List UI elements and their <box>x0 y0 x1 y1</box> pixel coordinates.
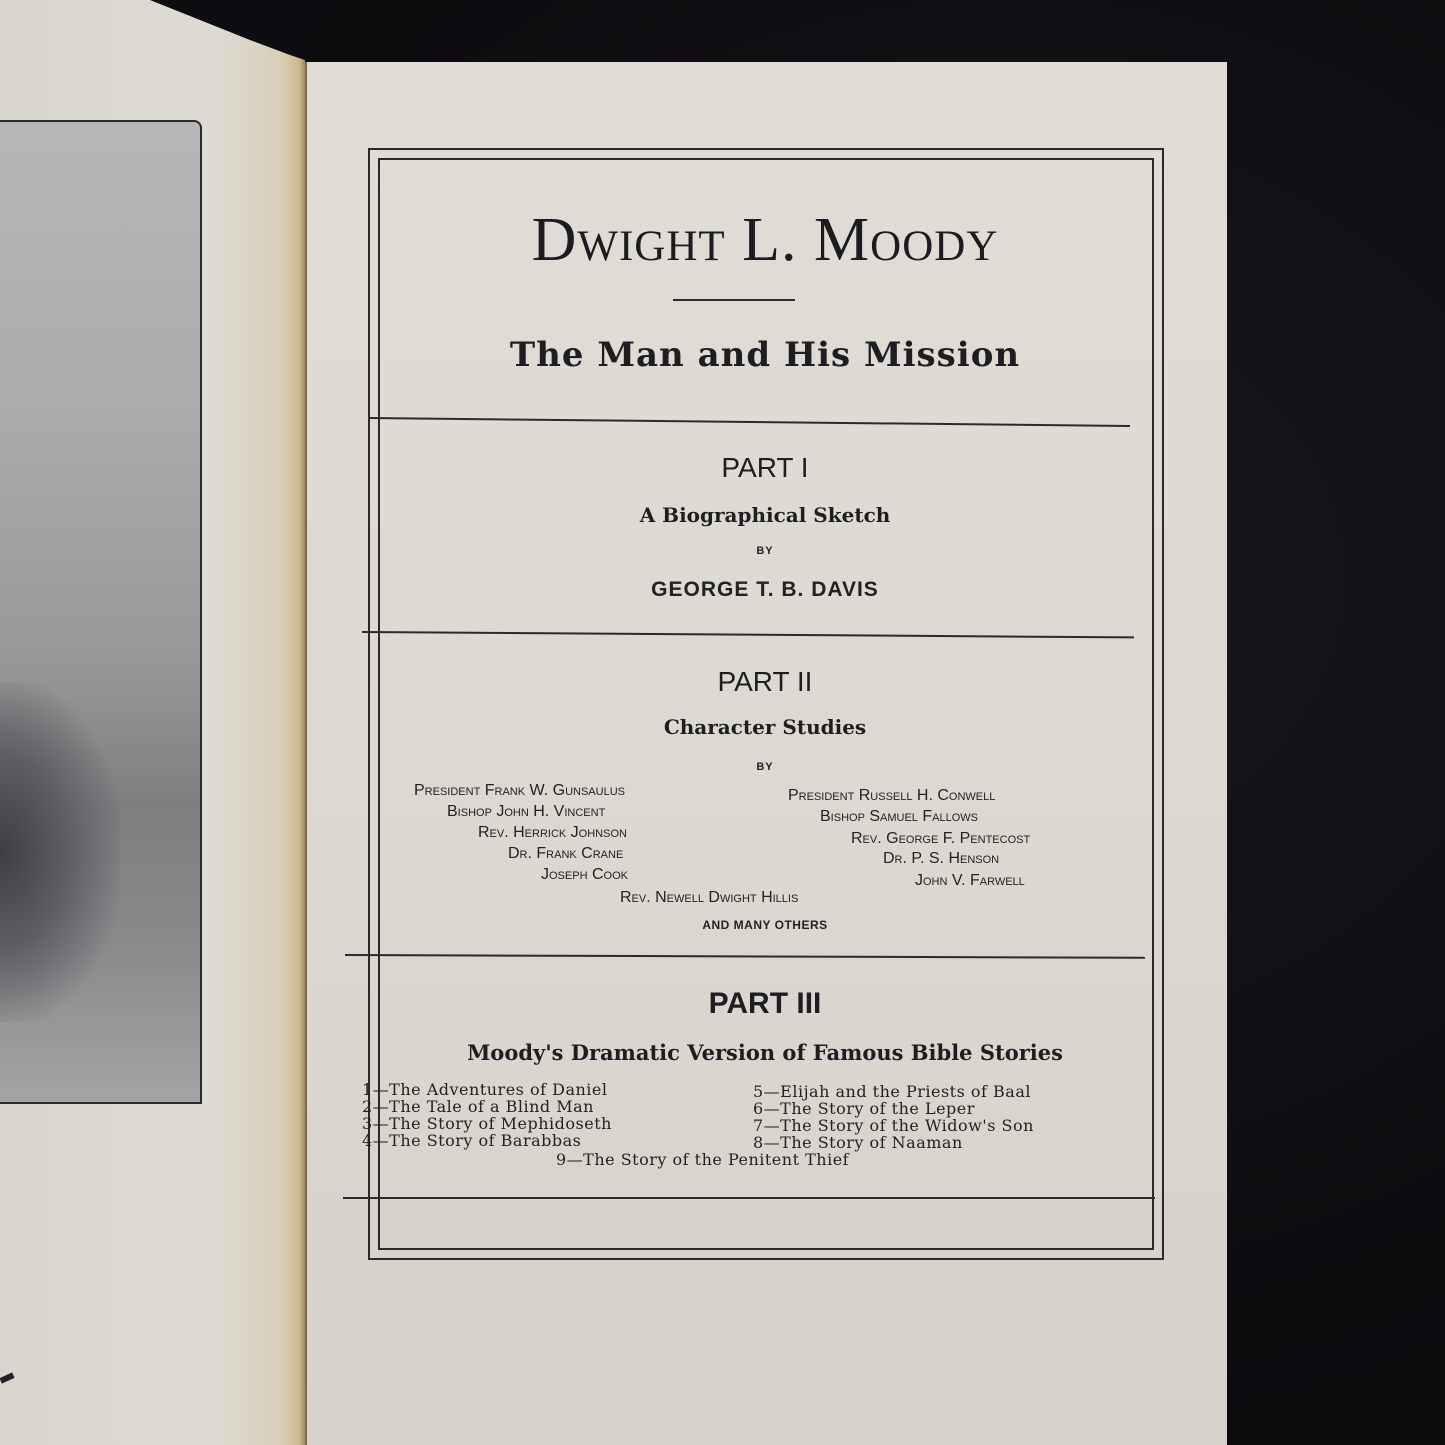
contributor: Bishop John H. Vincent <box>447 803 606 820</box>
story-item: 1—The Adventures of Daniel <box>362 1080 608 1099</box>
story-item: 8—The Story of Naaman <box>753 1133 963 1152</box>
story-item: 2—The Tale of a Blind Man <box>362 1097 594 1116</box>
story-item: 6—The Story of the Leper <box>753 1099 975 1118</box>
story-item: 7—The Story of the Widow's Son <box>753 1116 1034 1135</box>
contributor: John V. Farwell <box>915 872 1025 889</box>
part1-label: PART I <box>721 452 809 483</box>
contributor: Joseph Cook <box>541 866 628 883</box>
book-subtitle: The Man and His Mission <box>509 335 1021 375</box>
contributor: Bishop Samuel Fallows <box>820 808 978 825</box>
story-item: 9—The Story of the Penitent Thief <box>556 1150 850 1169</box>
part3-label: PART III <box>708 987 822 1020</box>
contributor: Rev. Herrick Johnson <box>478 824 627 841</box>
part1-author: GEORGE T. B. DAVIS <box>651 578 879 601</box>
part2-subtitle: Character Studies <box>663 715 867 739</box>
section-divider-4 <box>343 1197 1155 1199</box>
part3-subtitle: Moody's Dramatic Version of Famous Bible Stories <box>467 1040 1063 1065</box>
contributor: President Frank W. Gunsaulus <box>414 782 625 799</box>
contributor: Dr. P. S. Henson <box>883 850 1000 867</box>
title-divider <box>673 299 795 301</box>
frontispiece-portrait <box>0 120 202 1104</box>
and-many-others: AND MANY OTHERS <box>702 918 828 932</box>
portrait-signature-mark <box>0 1372 15 1383</box>
part1-subtitle: A Biographical Sketch <box>639 503 891 527</box>
part2-by-label: BY <box>756 761 774 773</box>
story-item: 4—The Story of Barabbas <box>362 1131 582 1150</box>
part1-by-label: BY <box>756 545 774 557</box>
contributor: Dr. Frank Crane <box>508 845 624 862</box>
book-title: Dwight L. Moody <box>531 206 999 274</box>
contributor: Rev. George F. Pentecost <box>851 830 1031 847</box>
story-item: 5—Elijah and the Priests of Baal <box>753 1082 1031 1101</box>
contributor: Rev. Newell Dwight Hillis <box>620 889 799 906</box>
left-page <box>0 0 305 1445</box>
contributor: President Russell H. Conwell <box>788 787 996 804</box>
portrait-figure-shadow <box>0 682 120 1022</box>
part2-label: PART II <box>717 666 813 697</box>
story-item: 3—The Story of Mephidoseth <box>362 1114 612 1133</box>
